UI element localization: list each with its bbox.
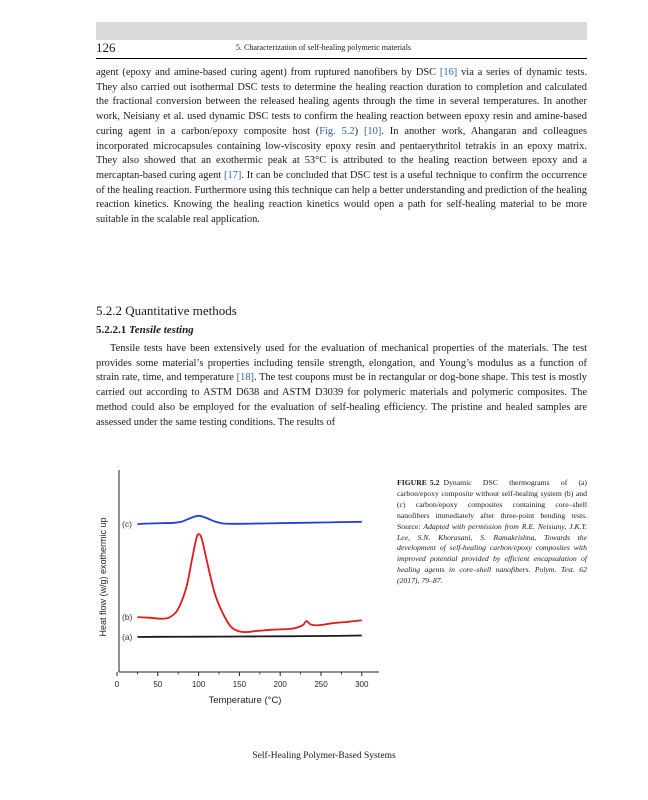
citation-link[interactable]: [17] [224,169,242,181]
series-label-c: (c) [122,519,132,530]
citation-link[interactable]: [10] [363,125,382,137]
citation-link[interactable]: [18] [236,372,254,384]
x-axis-label: Temperature (°C) [208,695,282,706]
subsection-title: 5.2.2.1 Tensile testing [96,324,194,336]
section-title: 5.2.2 Quantitative methods [96,303,237,318]
series-line-b [137,534,361,632]
series-line-c [137,516,361,524]
x-tick-label: 300 [355,680,369,689]
series-line-a [137,636,361,638]
dsc-chart [93,462,383,712]
series-label-b: (b) [122,612,133,623]
series-label-a: (a) [122,632,133,642]
x-tick-label: 150 [232,680,247,689]
paragraph-dsc: agent (epoxy and amine-based curing agent) from ruptured nanofibers by DSC [16] via a series of dynamic tests. They also carried out isothermal DSC tests to determine the healing reaction duration to completion and calculated the fractional conversion between the released healing agents through the time in several temperatures. In another work, Neisiany et al. used dynamic DSC tests to confirm the healing reaction between epoxy resin and amine-based curing agent in a carbon/epoxy composite host (Fig. 5.2) [10]. In another work, Ahangaran and colleagues incorporated microcapsules containing low-viscosity epoxy resin and pentaerythritol tetrakis in an epoxy matrix. They also showed that an exothermic peak at 53°C is attributed to the healing reaction between epoxy and a mercaptan-based curing agent [17]. It can be concluded that DSC test is a useful technique to confirm the occurrence of the healing reaction. Furthermore using this technique can help a better understanding and prediction of the healing reaction kinetics. Knowing the healing reaction kinetics would open a path for self-healing material to be more suitable in the scalable real application. [96,67,588,226]
page-footer: Self-Healing Polymer-Based Systems [252,751,396,761]
figure-link[interactable]: Fig. 5.2 [319,125,355,137]
x-tick-label: 250 [314,680,328,689]
running-head: 5. Characterization of self-healing polymeric materials [236,43,412,52]
page-number: 126 [96,40,116,55]
x-tick-label: 0 [114,680,120,689]
citation-link[interactable]: [16] [439,67,458,78]
y-axis-label: Heat flow (w/g) exothermic up [98,517,108,637]
header-rule [96,58,587,59]
x-tick-label: 50 [153,680,163,689]
figure-caption: FIGURE 5.2 Dynamic DSC thermograms of (a) carbon/epoxy composite without self-healing system (b) and (c) carbon/epoxy composites containing core–shell nanofibers immediately after three-point bending tests. Source: Adapted with permission from R.E. Neisiany, J.K.Y. Lee, S.N. Khorasani, S. Ramakrishna, Towards the development of self-healing carbon/epoxy composites with improved potential provided by efficient encapsulation of healing agents in core–shell nanofibers. Polym. Test. 62 (2017), 79–87. [397,478,588,586]
x-tick-label: 200 [273,680,287,689]
paragraph-tensile: Tensile tests have been extensively used for the evaluation of mechanical properties of the materials. The test provides some material’s properties including tensile strength, elongation, and Young’s modulus as a function of strain rate, time, and temperature [18]. The test coupons must be in rectangular or dog-bone shape. This test is mostly carried out according to ASTM D638 and ASTM D3039 for polymeric materials and polymeric composites. The method could also be employed for the evaluation of self-healing efficiency. The pristine and healed samples are assessed under the same testing conditions. The results of [96,343,587,428]
header-band [96,22,587,40]
x-tick-label: 100 [191,680,206,689]
